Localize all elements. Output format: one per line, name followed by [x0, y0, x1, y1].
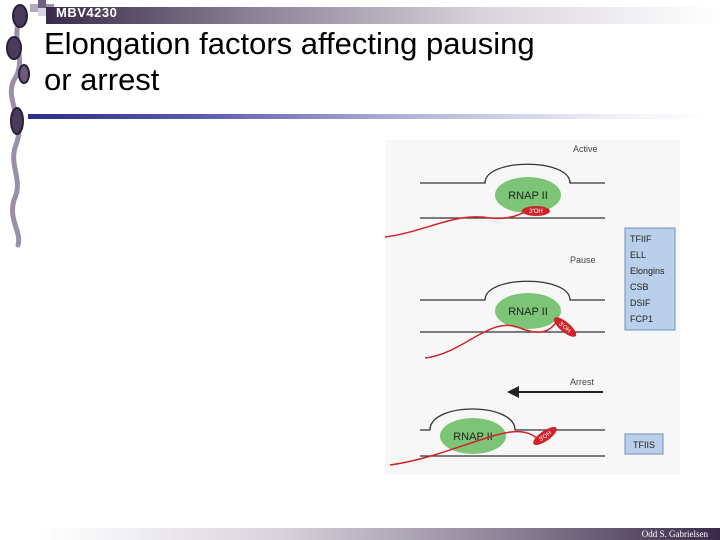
- end-label-arrest: 3'OH: [538, 430, 553, 444]
- author-credit: Odd S. Gabrielsen: [641, 529, 708, 539]
- rnap-label-active: RNAP II: [508, 190, 548, 202]
- state-arrest-label: Arrest: [570, 377, 595, 387]
- factor-ell: ELL: [630, 250, 647, 260]
- factor-tfiif: TFIIF: [630, 234, 652, 244]
- factor-tfiis: TFIIS: [633, 440, 655, 450]
- rnap-label-pause: RNAP II: [508, 306, 548, 318]
- end-label-active: 3'OH: [529, 209, 543, 215]
- footer-bar: [40, 528, 720, 540]
- title-line-2: or arrest: [44, 62, 160, 97]
- elongation-diagram: [385, 140, 680, 475]
- factor-elongins: Elongins: [630, 266, 665, 276]
- state-pause-label: Pause: [570, 255, 596, 265]
- rnap-label-arrest: RNAP II: [453, 431, 493, 443]
- state-active-label: Active: [573, 144, 598, 154]
- header-bar: [46, 7, 720, 24]
- course-code: MBV4230: [56, 5, 118, 20]
- factor-fcp1: FCP1: [630, 314, 654, 324]
- factor-csb: CSB: [630, 282, 649, 292]
- chain-decoration: [0, 0, 40, 250]
- title-line-1: Elongation factors affecting pausing: [44, 26, 535, 61]
- end-label-pause: 3'OH: [557, 321, 572, 335]
- slide-title: [44, 26, 704, 98]
- factor-dsif: DSIF: [630, 298, 651, 308]
- title-underline: [28, 114, 708, 119]
